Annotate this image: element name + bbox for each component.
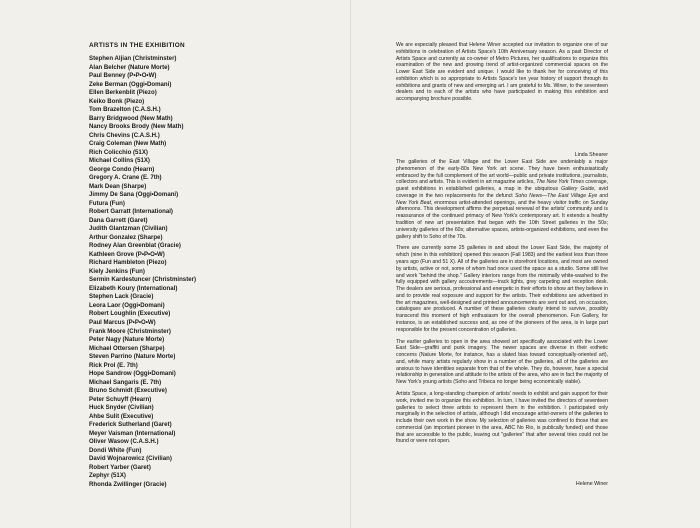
artist-entry: Frederick Sutherland (Garet): [89, 421, 172, 429]
artist-entry: Ahbe Sulit (Executive): [89, 412, 154, 420]
artist-entry: Futura (Fun): [89, 199, 125, 207]
artist-entry: Oliver Wasow (C.A.S.H.): [89, 438, 159, 446]
artist-entry: Tom Brazelton (C.A.S.H.): [89, 106, 161, 114]
intro-signature: Linda Shearer: [574, 152, 608, 158]
essay-p1-text-2: coverage, guest exhibitions in established galleries, a map in the ubiquitous: [396, 179, 608, 193]
artist-entry: Arthur Gonzalez (Sharpe): [89, 233, 163, 241]
artist-entry: Stephen Lack (Gracie): [89, 293, 154, 301]
artists-heading: ARTISTS IN THE EXHIBITION: [89, 42, 185, 49]
artist-entry: Rodney Alan Greenblat (Gracie): [89, 242, 181, 250]
artist-entry: Steven Parrino (Nature Morte): [89, 353, 176, 361]
essay-p1-text-1: The galleries of the East Village and the Lower East Side are undeniably a major phenomenon of the early-80s New York art scene. They have been enthusiastically embraced by the full complement of the art world—public and private institutions, journalists, collectors and artists. This is evident in art magazine articles,: [396, 159, 608, 186]
essay-p1-text-4: and: [597, 192, 608, 199]
artist-entry: Robert Yarber (Garet): [89, 463, 151, 471]
artist-entry: Bruno Schmidt (Executive): [89, 387, 167, 395]
artist-entry: Peter Nagy (Nature Morte): [89, 336, 165, 344]
artist-entry: Zephyr (51X): [89, 472, 126, 480]
artist-entry: Leora Laor (Oggi•Domani): [89, 301, 165, 309]
artist-entry: David Wojnarowicz (Civilian): [89, 455, 172, 463]
artist-entry: Rick Prol (E. 7th): [89, 361, 138, 369]
artist-entry: Ellen Berkenblit (Piezo): [89, 89, 157, 97]
artist-entry: Rich Colicchio (51X): [89, 148, 148, 156]
artist-entry: Kathleen Grove (P•P•O•W): [89, 250, 165, 258]
artist-entry: George Condo (Hearn): [89, 165, 155, 173]
artist-entry: Craig Coleman (New Math): [89, 140, 167, 148]
artist-entry: Dana Garrett (Garet): [89, 216, 148, 224]
essay-paragraph-3: The earlier galleries to open in the area showed art specifically associated with the Lower East Side—graffiti and punk imagery. The newer spaces are diverse in their esthetic concerns (Nature Morte, for instance, has a slated bias toward conceptually-oriented art), and, while many artists regularly show in a number of the galleries, all of the galleries are anxious to have identities separate from that of the whole. They do, however, have a special relationship in generation and attitude to the artists of the area, who are in fact the majority of New York's young artists (Soho and Tribeca no longer being economically viable).: [396, 338, 608, 386]
artist-entry: Gregory A. Crane (E. 7th): [89, 174, 162, 182]
essay-paragraph-1: [396, 159, 608, 240]
artist-entry: Michael Collins (51X): [89, 157, 150, 165]
artist-entry: Peter Schuyff (Hearn): [89, 395, 152, 403]
artist-entry: Dondi White (Fun): [89, 446, 142, 454]
artist-entry: Elizabeth Koury (International): [89, 284, 178, 292]
artist-entry: Kiely Jenkins (Fun): [89, 267, 145, 275]
artist-list: [89, 55, 339, 489]
essay-p1-text-5: , enormous artist-attended openings, and the heavy visitor traffic on Sunday afternoons. This development affirms the perpetual renewal of the artists' community and is reassurance of the continued primacy of New York's contemporary art. It extends a healthy tradition of new art presentation that began with the 10th Street galleries in the 50s; university galleries of the 60s; alternative spaces, artists-organized exhibitions, and even the gallery shift to Soho of the 70s.: [396, 199, 608, 240]
essay-p1-text-3: , avid coverage in the two replacements for the defunct: [396, 186, 609, 199]
artist-entry: Michael Ottersen (Sharpe): [89, 344, 165, 352]
artist-entry: Paul Marcus (P•P•O•W): [89, 318, 156, 326]
essay-p1-title-nyt: The New York Times: [536, 179, 584, 186]
artist-entry: Nancy Brooks Brody (New Math): [89, 123, 184, 131]
artist-entry: Mark Dean (Sharpe): [89, 182, 147, 190]
artist-entry: Richard Hambleton (Piezo): [89, 259, 167, 267]
artist-entry: Judith Glantzman (Civilian): [89, 225, 168, 233]
page-fold-divider: [350, 0, 351, 528]
essay: [396, 159, 608, 445]
artist-entry: Meyer Vaisman (International): [89, 429, 176, 437]
artist-entry: Chris Chevins (C.A.S.H.): [89, 131, 160, 139]
artist-entry: Frank Moore (Christminster): [89, 327, 171, 335]
artist-entry: Paul Benney (P•P•O•W): [89, 72, 157, 80]
artist-entry: Zeke Berman (Oggi•Domani): [89, 80, 172, 88]
essay-p1-title-ny-beat: New York Beat: [396, 199, 431, 206]
essay-p1-title-soho-news: Soho News—The East Village Eye: [514, 192, 598, 199]
artist-entry: Rhonda Zwillinger (Gracie): [89, 480, 167, 488]
essay-signature: Helene Winer: [575, 481, 608, 487]
essay-paragraph-4: Artists Space, a long-standing champion of artists' needs to exhibit and gain support for their work, invited me to organize this exhibition. In turn, I have invited the directors of seventeen galleries to select three artists to represent them in the exhibition. I participated only marginally in the selection of artists, although I did encourage artist-owners of the galleries to include their own work in the show. My selection of galleries was confined to those that are commercial (an important pioneer in the area, ABC No Rio, is publically funded) and those that are accessible to the public, leaving out "galleries" that after several tries could not be found or were not open.: [396, 391, 608, 445]
artist-entry: Michael Sangaris (E. 7th): [89, 378, 162, 386]
artist-entry: Robert Garratt (International): [89, 208, 173, 216]
artist-entry: Robert Loughlin (Executive): [89, 310, 171, 318]
artist-entry: Alan Belcher (Nature Morte): [89, 63, 170, 71]
artist-entry: Sermin Kardestuncer (Christminster): [89, 276, 197, 284]
artist-entry: Jimmy De Sana (Oggi•Domani): [89, 191, 179, 199]
artist-entry: Keiko Bonk (Piezo): [89, 97, 145, 105]
left-page: [89, 42, 339, 489]
artist-entry: Barry Bridgwood (New Math): [89, 114, 173, 122]
artist-entry: Hope Sandrow (Oggi•Domani): [89, 370, 176, 378]
artist-entry: Stephen Aljian (Christminster): [89, 55, 177, 62]
essay-p1-title-gallery-guide: Gallery Guide: [561, 186, 595, 193]
artist-entry: Huck Snyder (Civilian): [89, 404, 154, 412]
essay-paragraph-2: There are currently some 25 galleries in and about the Lower East Side, the majority of which (nine in this exhibition) opened this season (Fall 1983) and the earliest less than three years ago (Fun and 51 X). All of the galleries are in storefront locations, and most are owned by artists, active or not, some of whom had once used the space as a studio. Some still live and work "behind the shop." Gallery interiors range from the minimally white-washed to the fully equipped with gallery accoutrements—track lights, grey carpeting and reception desk. The dealers are serious, professional and energetic in their efforts to show art they believe in and to provide real exposure and support for the artists. Their exhibitions are advertised in the art magazines, well-designed and printed announcements are sent out and, on occasion, catalogues are produced. A number of these galleries clearly intend to survive, possibly transcend this moment of high enthusiasm for the overall phenomenon. Fun Gallery, for instance, is an established success and, as one of the pioneers of the area, is in large part responsible for the present concentration of galleries.: [396, 245, 608, 333]
intro-paragraph: We are especially pleased that Helene Winer accepted our invitation to organize one of our exhibitions in celebration of Artists Space's 10th Anniversary season. As a past Director of Artists Space and currently as co-owner of Metro Pictures, her qualifications to organize this examination of the new and growing trend of artist-organized commercial spaces on the Lower East Side are evident and unique. I would like to thank her for conceiving of this exhibition which is so appropriate to Artists Space's ten year history of support through its exhibitions and grants of new and emerging art. I am grateful to Ms. Winer, to the seventeen dealers and to each of the artists who have participated in making this exhibition and accompanying brochure possible.: [396, 42, 608, 103]
